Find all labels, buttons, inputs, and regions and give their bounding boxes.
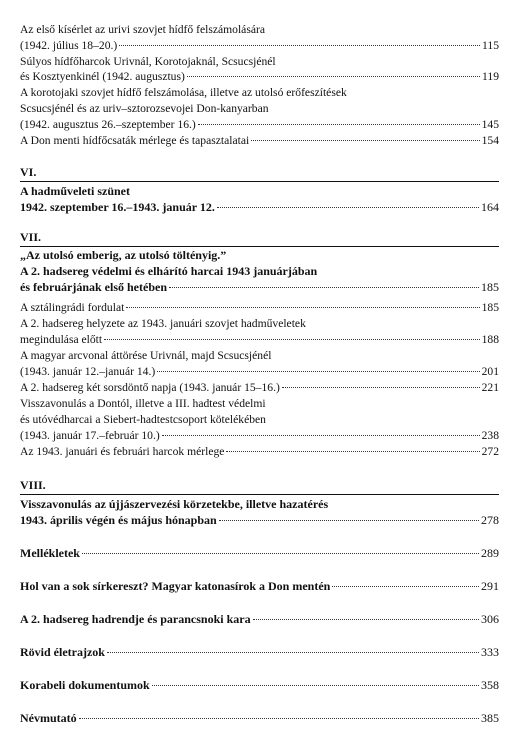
toc-entry[interactable] [20,38,499,53]
toc-page-number: 385 [481,711,499,725]
toc-entry[interactable] [20,444,499,459]
toc-page-number: 185 [481,280,499,294]
section-number: VII. [20,230,42,244]
toc-entry-text: (1942. július 18–20.) [20,39,118,52]
toc-entry-line: és utóvédharcai a Siebert-hadtestcsoport kötelékében [20,413,266,426]
dot-leader [198,124,480,125]
toc-entry[interactable] [20,69,499,84]
toc-entry[interactable] [20,428,499,443]
toc-page-number: 188 [481,333,499,346]
section-number: VI. [20,165,37,179]
toc-entry[interactable] [20,364,499,379]
toc-entry-text: (1943. január 12.–január 14.) [20,365,156,378]
section-entry[interactable] [20,513,499,528]
appendix-entry[interactable] [20,612,499,627]
toc-page-number: 272 [481,445,499,458]
section-title-line: „Az utolsó emberig, az utolsó töltényig.” [20,248,227,262]
dot-leader [282,387,480,388]
section-title-line: A hadműveleti szünet [20,184,131,198]
appendix-entry[interactable] [20,579,499,594]
toc-page-number: 333 [481,645,499,659]
toc-page-number: 358 [481,678,499,692]
toc-entry-line: Súlyos hídfőharcok Urivnál, Korotojaknál, Scsucsjénél [20,55,276,68]
toc-entry[interactable] [20,380,499,395]
toc-page-number: 115 [482,39,499,52]
dot-leader [152,685,479,686]
toc-entry-line: Scsucsjénél és az uriv–sztorozsevojei Don-kanyarban [20,102,269,115]
toc-entry-line: Visszavonulás a Dontól, illetve a III. hadtest védelmi [20,397,266,410]
section-number: VIII. [20,478,46,492]
toc-page-number: 154 [481,134,499,147]
toc-entry[interactable] [20,117,499,132]
toc-page-number: 238 [481,429,499,442]
toc-page-number: 289 [481,546,499,560]
dot-leader [169,287,479,288]
dot-leader [219,520,479,521]
toc-page-number: 306 [481,612,499,626]
dot-leader [217,207,479,208]
toc-entry-text: Az 1943. januári és februári harcok mérlege [20,445,225,458]
toc-entry-text: (1942. augusztus 26.–szeptember 16.) [20,118,196,131]
dot-leader [126,307,479,308]
appendix-title: Rövid életrajzok [20,645,105,659]
toc-entry[interactable] [20,332,499,347]
appendix-entry[interactable] [20,711,499,726]
dot-leader [251,140,479,141]
appendix-entry[interactable] [20,678,499,693]
appendix-title: A 2. hadsereg hadrendje és parancsnoki kara [20,612,251,626]
dot-leader [119,45,480,46]
section-rule [20,494,499,495]
toc-entry-text: megindulása előtt [20,333,103,346]
dot-leader [253,619,479,620]
section-title-line: A 2. hadsereg védelmi és elhárító harcai 1943 januárjában [20,264,318,278]
section-entry[interactable] [20,200,499,215]
toc-entry-text: és Kosztyenkinél (1942. augusztus) [20,70,185,83]
toc-entry-text: A sztálingrádi fordulat [20,301,125,314]
toc-page-number: 201 [481,365,499,378]
appendix-title: Korabeli dokumentumok [20,678,150,692]
dot-leader [332,586,479,587]
dot-leader [162,435,480,436]
toc-entry-line: A magyar arcvonal áttörése Urivnál, majd Scsucsjénél [20,349,272,362]
toc-entry[interactable] [20,300,499,315]
toc-entry[interactable] [20,133,499,148]
dot-leader [226,451,479,452]
toc-entry-line: Az első kísérlet az urivi szovjet hídfő felszámolására [20,23,265,36]
toc-page-number: 164 [481,200,499,214]
toc-page-number: 278 [481,513,499,527]
toc-entry-text: A Don menti hídfőcsaták mérlege és tapasztalatai [20,134,250,147]
dot-leader [82,553,479,554]
toc-entry-line: A 2. hadsereg helyzete az 1943. januári szovjet hadműveletek [20,317,306,330]
toc-page-number: 291 [481,579,499,593]
section-entry[interactable] [20,280,499,295]
dot-leader [79,718,479,719]
dot-leader [104,339,480,340]
toc-entry-text: A 2. hadsereg két sorsdöntő napja (1943. január 15–16.) [20,381,280,394]
section-title-text: 1943. április végén és május hónapban [20,513,217,527]
toc-entry-line: A korotojaki szovjet hídfő felszámolása, illetve az utolsó erőfeszítések [20,86,347,99]
appendix-title: Névmutató [20,711,77,725]
appendix-entry[interactable] [20,645,499,660]
appendix-title: Hol van a sok sírkereszt? Magyar katonasírok a Don mentén [20,579,331,593]
section-rule [20,246,499,247]
section-title-text: és februárjának első hetében [20,280,167,294]
section-title-text: 1942. szeptember 16.–1943. január 12. [20,200,215,214]
toc-page-number: 145 [481,118,499,131]
appendix-title: Mellékletek [20,546,80,560]
section-title-line: Visszavonulás az újjászervezési körzetekbe, illetve hazatérés [20,497,329,511]
toc-page-number: 221 [481,381,499,394]
dot-leader [107,652,479,653]
toc-page-number: 185 [481,301,499,314]
toc-page-number: 119 [482,70,499,83]
appendix-entry[interactable] [20,546,499,561]
toc-entry-text: (1943. január 17.–február 10.) [20,429,160,442]
dot-leader [157,371,479,372]
dot-leader [187,76,480,77]
section-rule [20,181,499,182]
